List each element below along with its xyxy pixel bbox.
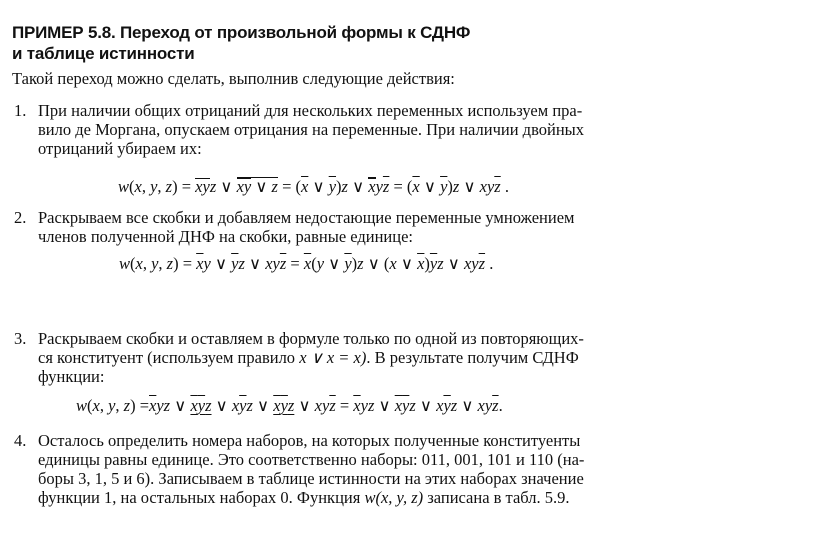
item-4-function: w(x, y, z) [364,488,424,507]
item-1-line-1: При наличии общих отрицаний для нескольких переменных используем пра- [38,101,583,120]
item-4-number: 4. [14,431,27,450]
item-1-line-3: отрицаний убираем их: [38,139,202,158]
item-3-number: 3. [14,329,27,348]
item-4-line-4-end: записана в табл. 5.9. [427,488,570,507]
heading-line-1: ПРИМЕР 5.8. Переход от произвольной формы к СДНФ [12,23,471,42]
item-3-line-1: Раскрываем скобки и оставляем в формуле только по одной из повторяющих- [38,329,584,348]
formula-3: w(x, y, $z) =\overline{x}yz$ ∨ xyz ∨ $x\overline{y}z$ ∨ xyz ∨ $xy\overline{z} = \overline{x}yz$ ∨ $\overline{x}\overline{y}z$ ∨ $x\overline{y}z$ ∨ $xy\overline{z}$. [76,396,503,415]
item-3-line-2 [38,348,579,367]
item-1-number: 1. [14,101,27,120]
item-2-line-2: членов полученной ДНФ на скобки, равные единице: [38,227,413,246]
item-1-line-2: вило де Моргана, опускаем отрицания на переменные. При наличии двойных [38,120,584,139]
item-3-line-2-start: ся конституент (используем правило [38,348,296,367]
formula-2: w(x, y, $z) = \overline{x}y$ ∨ $\overline{y}z$ ∨ $xy\overline{z} = \overline{x}(y$ ∨ $\overline{y})z$ ∨ (x ∨ $\overline{x})\overline{y}z$ ∨ $xy\overline{z}$ . [119,254,494,273]
item-4-line-4-start: функции 1, на остальных наборах 0. Функция [38,488,361,507]
heading-line-2: и таблице истинности [12,44,195,63]
item-2-line-1: Раскрываем все скобки и добавляем недостающие переменные умножением [38,208,575,227]
item-3-line-2-end: . В результате получим СДНФ [366,348,579,367]
item-4-line-3: боры 3, 1, 5 и 6). Записываем в таблице истинности на этих наборах значение [38,469,584,488]
formula-1: w(x, y, z) = xyz ∨ xy ∨ $z = (\overline{x}$ ∨ $\overline{y})z$ ∨ $xy\overline{z} = (\overline{x}$ ∨ $\overline{y})z$ ∨ $xy\overline{z}$ . [118,177,509,196]
example-heading [12,22,712,64]
item-4-line-2: единицы равны единице. Это соответственно наборы: 011, 001, 101 и 110 (на- [38,450,585,469]
item-3-rule: x ∨ x = x) [299,348,367,367]
item-4-line-4 [38,488,570,507]
item-3-line-3: функции: [38,367,105,386]
item-4-line-1: Осталось определить номера наборов, на которых полученные конституенты [38,431,581,450]
intro-text: Такой переход можно сделать, выполнив следующие действия: [12,69,455,88]
item-2-number: 2. [14,208,27,227]
